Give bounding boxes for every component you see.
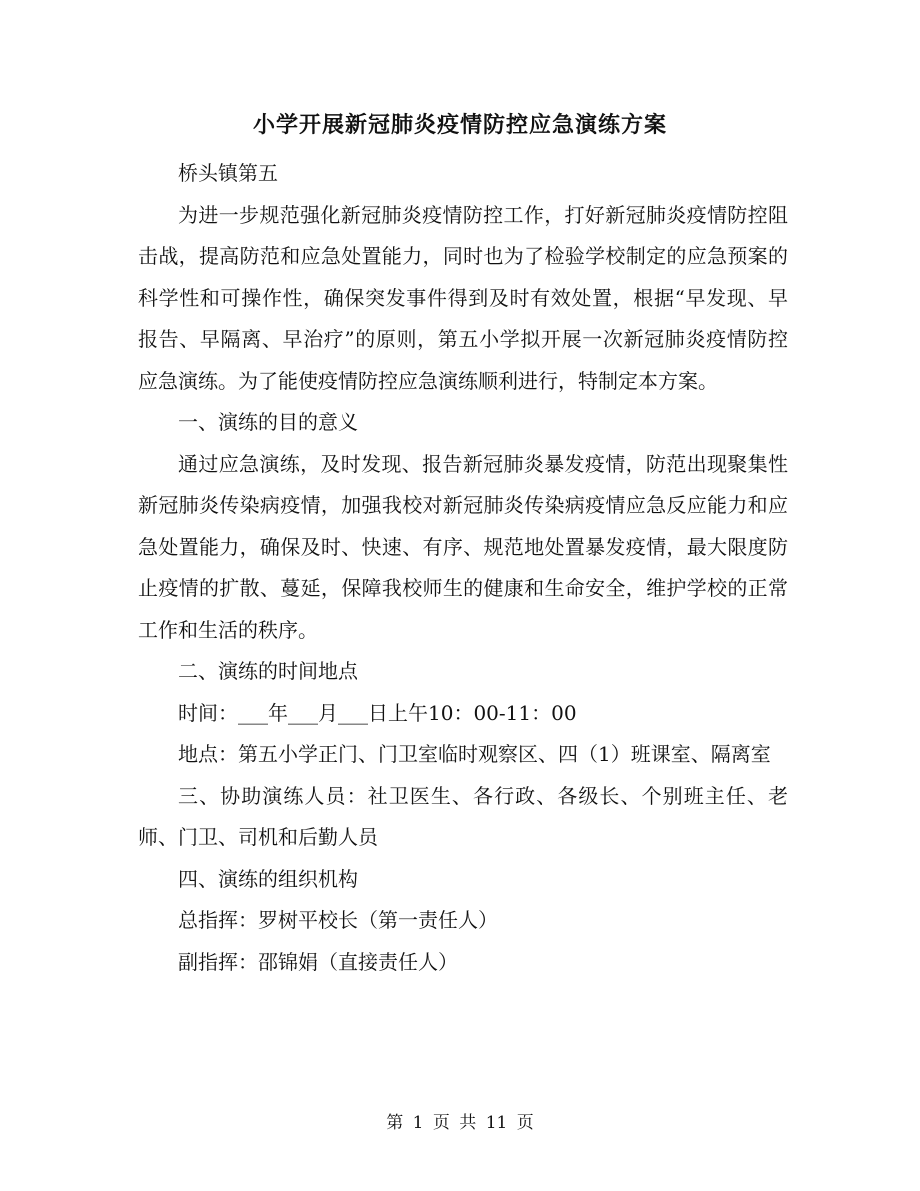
paragraph-place: 地点：第五小学正门、门卫室临时观察区、四（1）班课室、隔离室	[178, 742, 771, 766]
paragraph-school: 桥头镇第五	[178, 161, 278, 185]
paragraph-deputy-commander: 副指挥：邵锦娟（直接责任人）	[178, 949, 458, 974]
heading-time-place: 二、演练的时间地点	[178, 659, 358, 683]
paragraph-purpose: 通过应急演练，及时发现、报告新冠肺炎暴发疫情，防范出现聚集性新冠肺炎传染病疫情，加强我校对新冠肺炎传染病疫情应急反应能力和应急处置能力，确保及时、快速、有序、规范地处置暴发疫情，最大限度防止疫情的扩散、蔓延，保障我校师生的健康和生命安全，维护学校的正常工作和生活的秩序。	[138, 451, 788, 642]
paragraph-commander: 总指挥：罗树平校长（第一责任人）	[178, 908, 498, 932]
document-body	[138, 153, 788, 983]
page-number: 第 1 页 共 11 页	[386, 1113, 534, 1133]
document-title: 小学开展新冠肺炎疫情防控应急演练方案	[252, 112, 667, 138]
heading-purpose: 一、演练的目的意义	[178, 410, 358, 434]
heading-organization: 四、演练的组织机构	[178, 866, 358, 891]
paragraph-intro: 为进一步规范强化新冠肺炎疫情防控工作，打好新冠肺炎疫情防控阻击战，提高防范和应急处置能力，同时也为了检验学校制定的应急预案的科学性和可操作性，确保突发事件得到及时有效处置，根据“早发现、早报告、早隔离、早治疗”的原则，第五小学拟开展一次新冠肺炎疫情防控应急演练。为了能使疫情防控应急演练顺利进行，特制定本方案。	[138, 202, 788, 393]
paragraph-assist-staff: 三、协助演练人员：社卫医生、各行政、各级长、个别班主任、老师、门卫、司机和后勤人员	[138, 783, 788, 849]
paragraph-time: 时间：___年___月___日上午10：00-11：00	[178, 700, 577, 725]
